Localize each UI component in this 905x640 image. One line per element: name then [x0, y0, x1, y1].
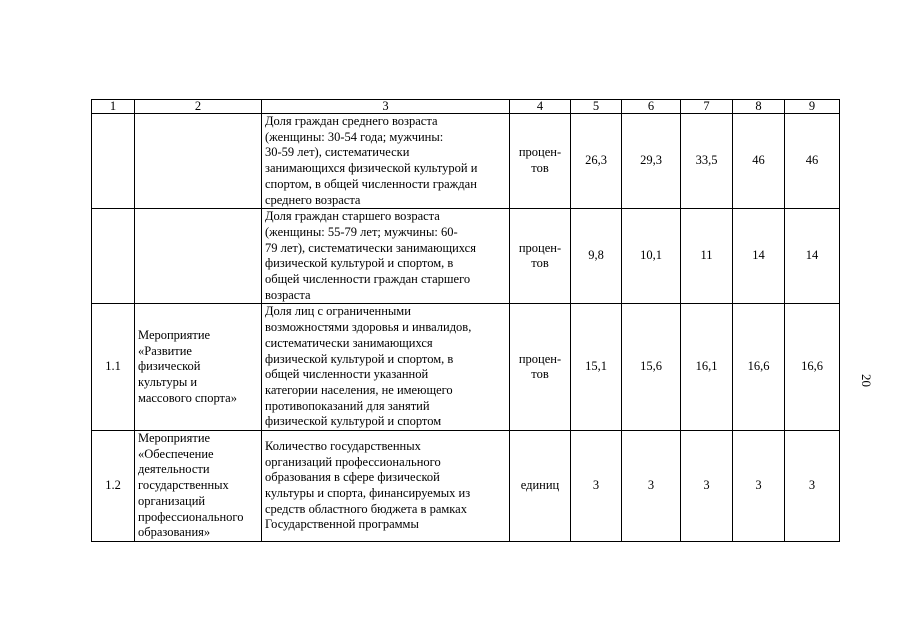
unit-cell-line: тов: [531, 367, 549, 382]
indicator-name-line: образования в сфере физической: [265, 470, 440, 485]
indicator-name: [262, 209, 510, 304]
indicator-name-line: спортом, в общей численности граждан: [265, 176, 477, 191]
value-cell: 46: [733, 114, 785, 209]
event-name-line: «Развитие: [138, 343, 192, 358]
indicator-name-line: противопоказаний для занятий: [265, 398, 430, 413]
indicator-name-line: возраста: [265, 287, 311, 302]
value-cell: 26,3: [571, 114, 622, 209]
indicator-name-line: общей численности граждан старшего: [265, 272, 471, 287]
indicator-name-line: физической культурой и спортом: [265, 414, 442, 429]
indicator-name-line: занимающихся физической культурой и: [265, 161, 478, 176]
value-cell: 3: [733, 431, 785, 542]
unit-cell: [510, 114, 571, 209]
indicator-name-line: (женщины: 55-79 лет; мужчины: 60-: [265, 224, 458, 239]
event-name-line: образования»: [138, 525, 211, 540]
event-name-line: Мероприятие: [138, 431, 211, 446]
indicator-name-line: 79 лет), систематически занимающихся: [265, 240, 476, 255]
value-cell: 3: [681, 431, 733, 542]
unit-cell-line: тов: [531, 256, 549, 271]
value-cell: 14: [733, 209, 785, 304]
value-cell: 46: [785, 114, 840, 209]
unit-cell-line: процен-: [518, 145, 562, 160]
unit-cell-line: процен-: [518, 240, 562, 255]
indicator-name-line: возможностями здоровья и инвалидов,: [265, 320, 472, 335]
indicator-name-line: физической культурой и спортом, в: [265, 351, 454, 366]
unit-cell-line: процен-: [518, 351, 562, 366]
indicator-name-line: средств областного бюджета в рамках: [265, 501, 467, 516]
value-cell: 14: [785, 209, 840, 304]
header-cell: 8: [733, 100, 785, 114]
event-name-line: Мероприятие: [138, 327, 211, 342]
table-row: [92, 209, 840, 304]
header-cell: 7: [681, 100, 733, 114]
value-cell: 16,1: [681, 304, 733, 431]
header-row: [92, 100, 840, 114]
table-row: [92, 304, 840, 431]
table-row: [92, 114, 840, 209]
row-number: [92, 114, 135, 209]
value-cell: 33,5: [681, 114, 733, 209]
header-cell: 5: [571, 100, 622, 114]
header-cell: 9: [785, 100, 840, 114]
event-name-line: физической: [138, 359, 201, 374]
indicator-name-line: организаций профессионального: [265, 454, 441, 469]
event-name-line: государственных: [138, 478, 229, 493]
unit-cell: [510, 431, 571, 542]
value-cell: 11: [681, 209, 733, 304]
row-number: 1.1: [92, 304, 135, 431]
table-row: [92, 431, 840, 542]
row-number: 1.2: [92, 431, 135, 542]
indicator-name-line: Доля граждан среднего возраста: [265, 114, 438, 128]
indicator-name-line: общей численности указанной: [265, 367, 429, 382]
value-cell: 9,8: [571, 209, 622, 304]
indicator-name-line: культуры и спорта, финансируемых из: [265, 486, 471, 501]
value-cell: 3: [622, 431, 681, 542]
event-name: [135, 304, 262, 431]
event-name: [135, 431, 262, 542]
unit-cell-line: тов: [531, 161, 549, 176]
indicator-name-line: Государственной программы: [265, 517, 419, 532]
indicator-name-line: (женщины: 30-54 года; мужчины:: [265, 129, 444, 144]
value-cell: 10,1: [622, 209, 681, 304]
value-cell: 15,1: [571, 304, 622, 431]
indicator-name-line: среднего возраста: [265, 192, 361, 207]
indicator-name-line: физической культурой и спортом, в: [265, 256, 454, 271]
indicator-name-line: систематически занимающихся: [265, 335, 433, 350]
header-cell: 4: [510, 100, 571, 114]
value-cell: 16,6: [733, 304, 785, 431]
header-cell: 1: [92, 100, 135, 114]
value-cell: 3: [571, 431, 622, 542]
event-name-line: профессионального: [138, 509, 244, 524]
event-name-line: массового спорта»: [138, 390, 237, 405]
unit-cell: [510, 209, 571, 304]
indicator-name: [262, 431, 510, 542]
indicator-name: [262, 304, 510, 431]
unit-cell-line: единиц: [520, 478, 560, 493]
indicators-table: [91, 99, 840, 542]
indicator-name-line: Доля граждан старшего возраста: [265, 209, 440, 224]
event-name: [135, 114, 262, 209]
event-name-line: культуры и: [138, 375, 198, 390]
event-name: [135, 209, 262, 304]
value-cell: 16,6: [785, 304, 840, 431]
event-name-line: «Обеспечение: [138, 446, 214, 461]
page-number: 20: [859, 374, 874, 387]
event-name-line: организаций: [138, 493, 206, 508]
indicator-name-line: Количество государственных: [265, 438, 421, 453]
value-cell: 3: [785, 431, 840, 542]
indicator-name-line: Доля лиц с ограниченными: [265, 304, 411, 319]
unit-cell: [510, 304, 571, 431]
value-cell: 29,3: [622, 114, 681, 209]
header-cell: 6: [622, 100, 681, 114]
indicator-name: [262, 114, 510, 209]
header-cell: 2: [135, 100, 262, 114]
event-name-line: деятельности: [138, 462, 210, 477]
header-cell: 3: [262, 100, 510, 114]
indicator-name-line: категории населения, не имеющего: [265, 382, 453, 397]
indicator-name-line: 30-59 лет), систематически: [265, 145, 410, 160]
row-number: [92, 209, 135, 304]
value-cell: 15,6: [622, 304, 681, 431]
